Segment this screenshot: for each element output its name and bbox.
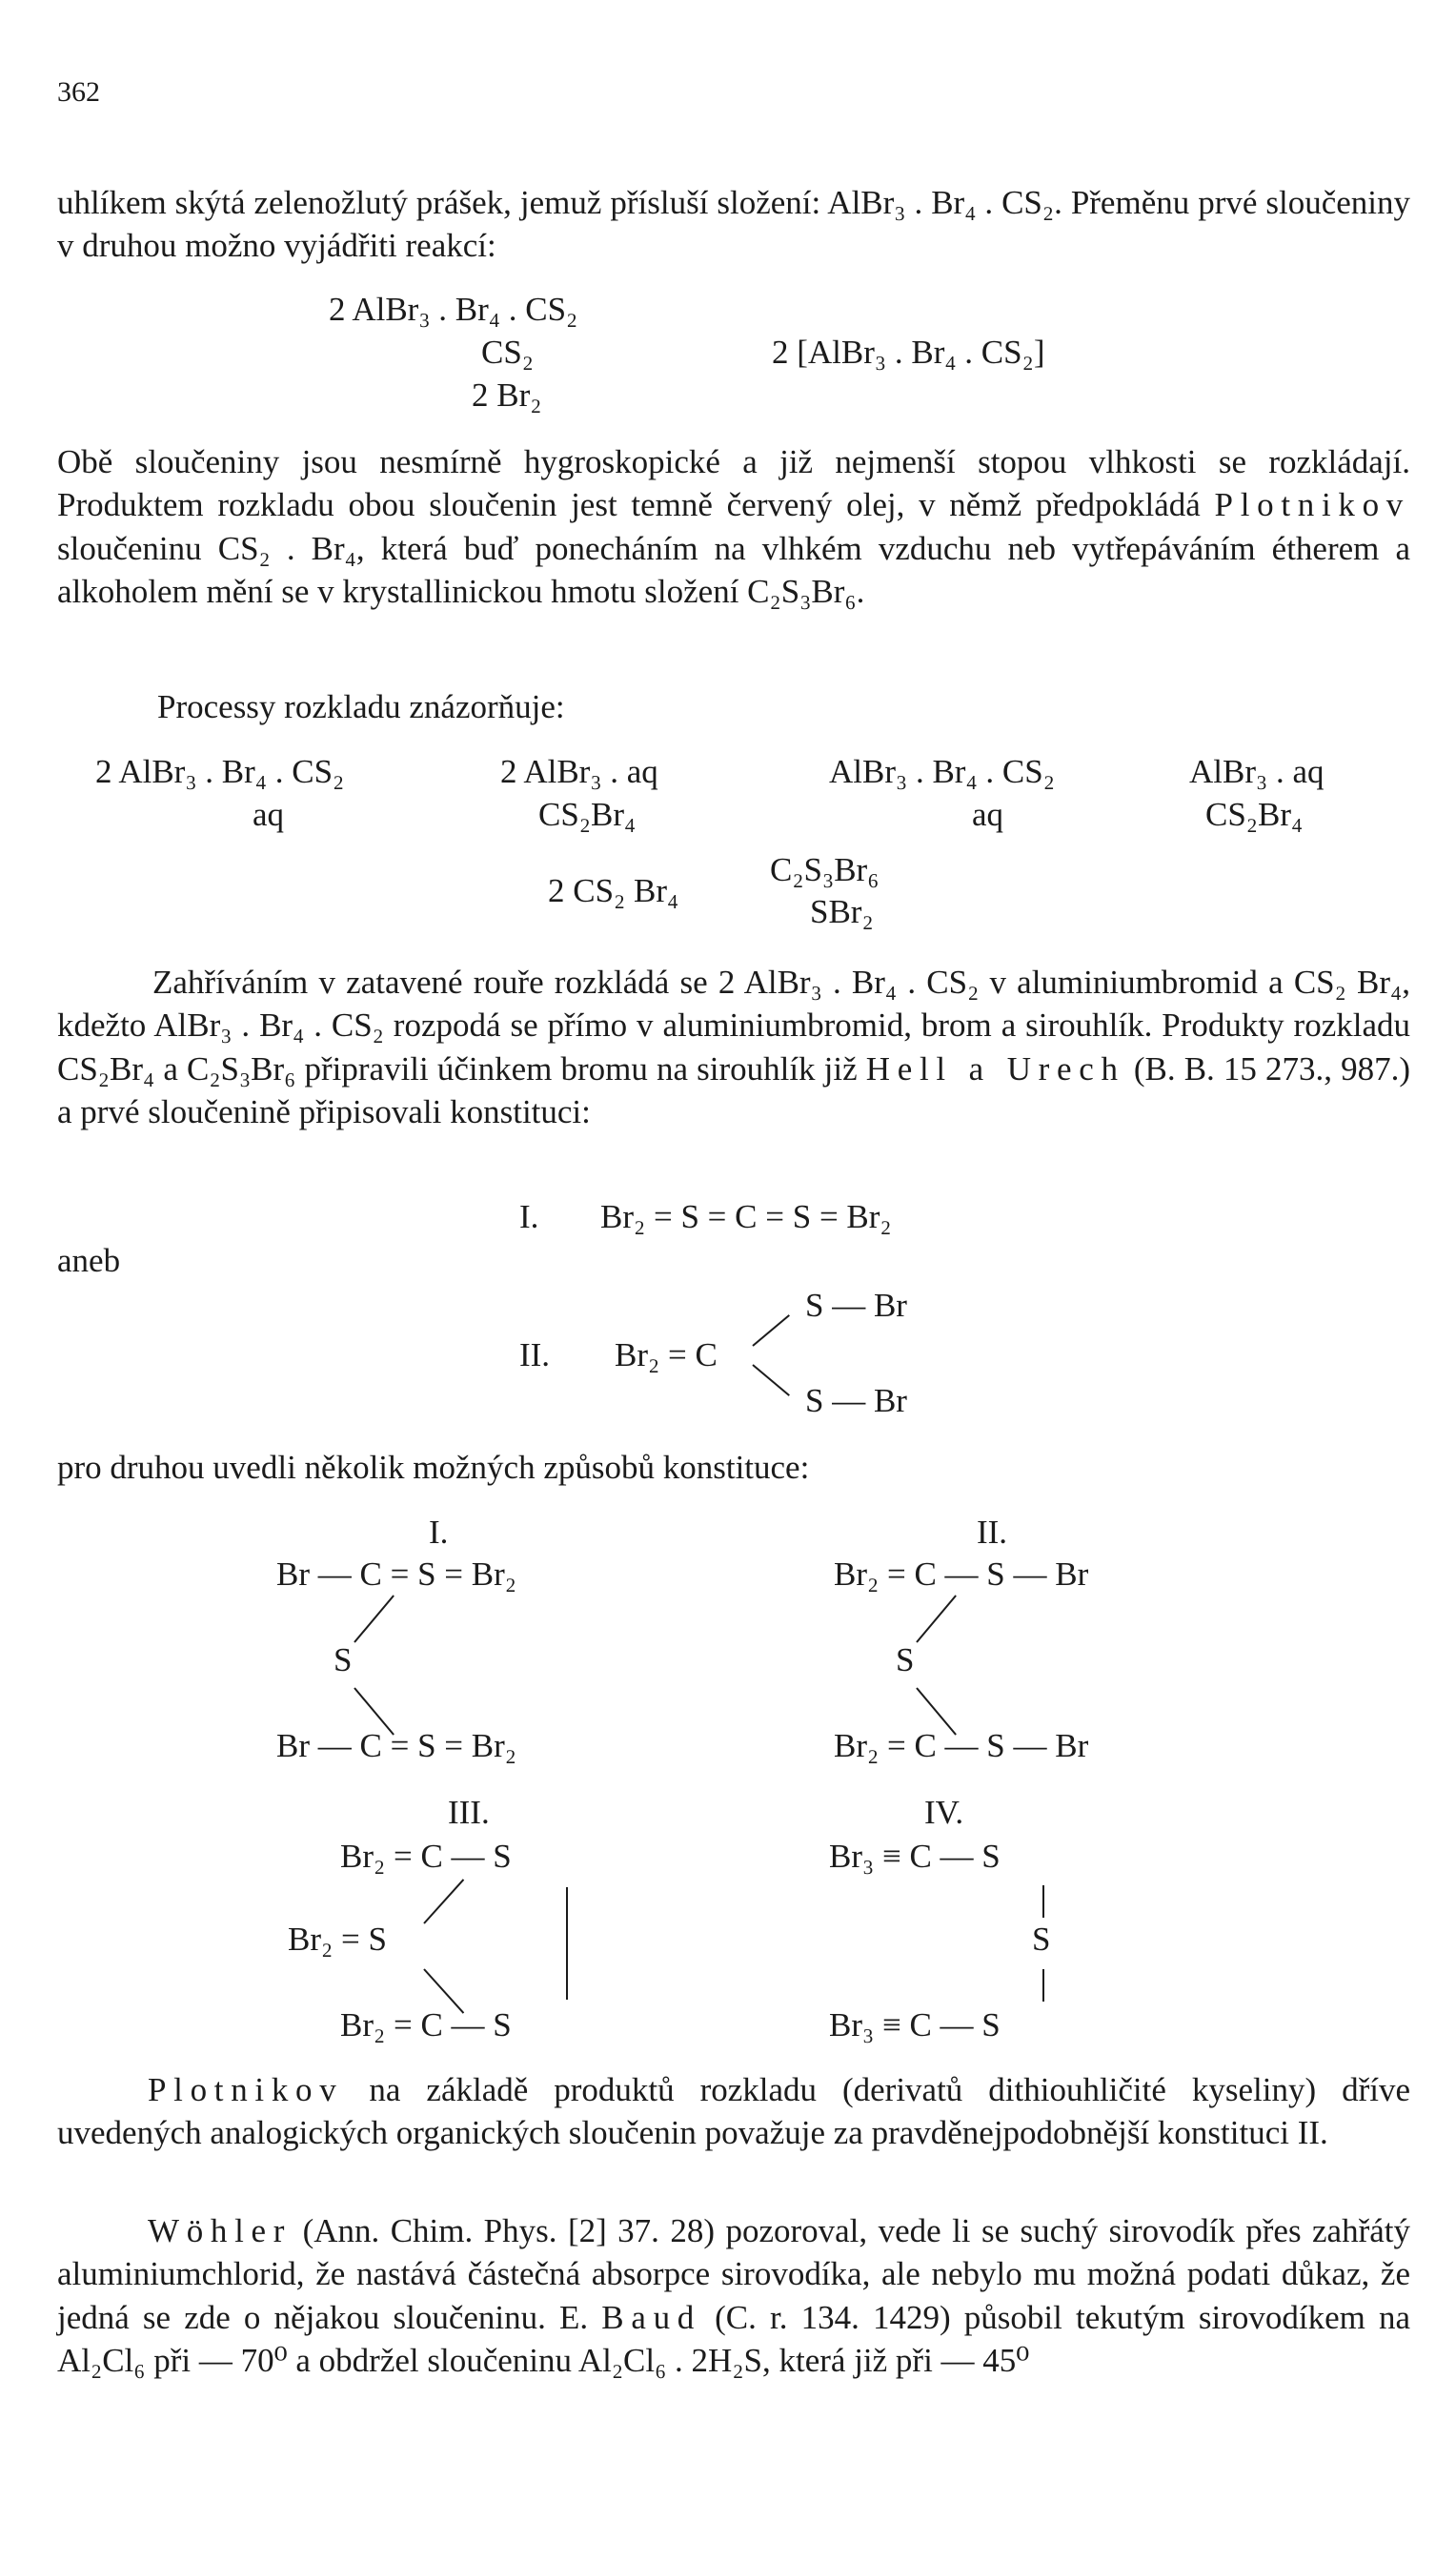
paragraph-text: sloučeninu CS₂ . Br₄, která buď ponecháním na vlhkém vzduchu neb vytřepáváním étherem a alkoholem mění se v krystallinickou hmotu složení C₂S₃Br₆. <box>57 529 1410 610</box>
bond-line <box>752 1314 790 1347</box>
paragraph-text: Obě sloučeniny jsou nesmírně hygroskopické a již nejmenší stopou vlhkosti se rozkládají. Produktem rozkladu obou sloučenin jest temně červený olej, v němž předpokládá <box>57 443 1410 524</box>
paragraph-heating <box>57 961 1410 1133</box>
structure-3-label: III. <box>448 1794 490 1831</box>
process-formula-a: 2 AlBr₃ . Br₄ . CS₂ <box>95 753 345 790</box>
reaction-right: 2 [AlBr₃ . Br₄ . CS₂] <box>772 334 1045 371</box>
constitution-i-label: I. <box>519 1198 539 1235</box>
paragraph-processes: Processy rozkladu znázorňuje: <box>157 688 565 725</box>
structure-2-label: II. <box>977 1514 1008 1551</box>
process-formula-b2: CS₂Br₄ <box>538 796 637 833</box>
bond-line <box>916 1595 957 1642</box>
constitution-ii-left: Br₂ = C <box>615 1336 718 1373</box>
author-names: Hell a Urech <box>865 1049 1125 1088</box>
page-number: 362 <box>57 76 100 108</box>
paragraph-wohler <box>57 2209 1410 2382</box>
bond-line <box>354 1595 394 1642</box>
structure-4-bot: Br₃ ≡ C — S <box>829 2006 1001 2044</box>
constitution-ii-top: S — Br <box>805 1287 907 1324</box>
process-formula-f1: C₂S₃Br₆ <box>770 851 880 888</box>
process-formula-e: 2 CS₂ Br₄ <box>548 872 679 909</box>
constitution-ii-label: II. <box>519 1336 551 1373</box>
paragraph-text: (Ann. Chim. Phys. [2] 37. 28) pozoroval, vede li se suchý sirovodík přes zahřátý aluminiumchlorid, že nastává částečná absorpce sirovodíka, ale nebylo mu možná podati důkaz, že jedná se zde o nějakou sloučeninu. E. <box>57 2212 1411 2336</box>
process-formula-d2: CS₂Br₄ <box>1205 796 1304 833</box>
bond-line <box>566 1887 568 2000</box>
structure-1-mid: S <box>334 1641 353 1678</box>
structure-3-top: Br₂ = C — S <box>340 1838 512 1875</box>
process-formula-a-aq: aq <box>253 796 285 833</box>
author-name: Plotnikov <box>148 2071 344 2108</box>
author-name: Wöhler <box>148 2212 293 2249</box>
process-formula-c-aq: aq <box>972 796 1004 833</box>
structure-1-bot: Br — C = S = Br₂ <box>276 1727 516 1764</box>
structure-1-label: I. <box>429 1514 449 1551</box>
paragraph-hygroscopic <box>57 440 1410 613</box>
reaction-left-line1: 2 AlBr₃ . Br₄ . CS₂ <box>329 291 578 328</box>
structure-3-bot: Br₂ = C — S <box>340 2006 512 2044</box>
structure-4-top: Br₃ ≡ C — S <box>829 1838 1001 1875</box>
constitution-i-formula: Br₂ = S = C = S = Br₂ <box>600 1198 892 1235</box>
bond-line <box>752 1364 790 1396</box>
process-formula-f2: SBr₂ <box>810 893 874 930</box>
bond-line <box>1042 1885 1044 1918</box>
structure-3-mid: Br₂ = S <box>288 1921 387 1958</box>
constitution-ii-bottom: S — Br <box>805 1382 907 1419</box>
structure-2-bot: Br₂ = C — S — Br <box>834 1727 1089 1764</box>
structure-2-mid: S <box>896 1641 915 1678</box>
structure-4-mid: S <box>1032 1921 1051 1958</box>
paragraph-text: na základě produktů rozkladu (derivatů dithiouhličité kyseliny) dříve uvedených analogických organických sloučenin považuje za pravděnejpodobnější konstituci II. <box>57 2071 1410 2152</box>
paragraph-text: (C. r. 134. 1429) působil tekutým sirovodíkem na Al₂Cl₆ při — 70⁰ a obdržel sloučeninu Al₂Cl₆ . 2H₂S, která již při — 45⁰ <box>57 2298 1410 2379</box>
paragraph-intro: uhlíkem skýtá zelenožlutý prášek, jemuž přísluší složení: AlBr₃ . Br₄ . CS₂. Přeměnu prvé sloučeniny v druhou možno vyjádřiti reakcí: <box>57 184 1410 265</box>
paragraph-text: Zahříváním v zatavené rouře rozkládá se 2 AlBr₃ . Br₄ . CS₂ v aluminiumbromid a CS₂ Br₄, kdežto AlBr₃ . Br₄ . CS₂ rozpodá se přímo v aluminiumbromid, brom a sirouhlík. Produkty rozkladu CS₂Br₄ a C₂S₃Br₆ připravili účinkem bromu na sirouhlík již <box>57 964 1410 1088</box>
bond-line <box>423 1879 464 1923</box>
process-formula-b: 2 AlBr₃ . aq <box>500 753 658 790</box>
process-formula-c: AlBr₃ . Br₄ . CS₂ <box>829 753 1055 790</box>
paragraph-constitutions: pro druhou uvedli několik možných způsobů konstituce: <box>57 1449 810 1486</box>
author-name: Plotnikov <box>1214 486 1410 524</box>
paragraph-plotnikov <box>57 2068 1410 2155</box>
structure-1-top: Br — C = S = Br₂ <box>276 1556 516 1593</box>
structure-4-label: IV. <box>924 1794 964 1831</box>
structure-2-top: Br₂ = C — S — Br <box>834 1556 1089 1593</box>
reaction-left-line3: 2 Br₂ <box>472 376 542 414</box>
aneb-word: aneb <box>57 1242 121 1279</box>
process-formula-d: AlBr₃ . aq <box>1189 753 1325 790</box>
reaction-left-line2: CS₂ <box>481 334 535 371</box>
author-name: Baud <box>601 2298 701 2336</box>
bond-line <box>1042 1969 1044 2002</box>
paragraph-text: (B. B. 15 273., 987.) a prvé sloučenině připisovali konstituci: <box>57 1049 1411 1130</box>
